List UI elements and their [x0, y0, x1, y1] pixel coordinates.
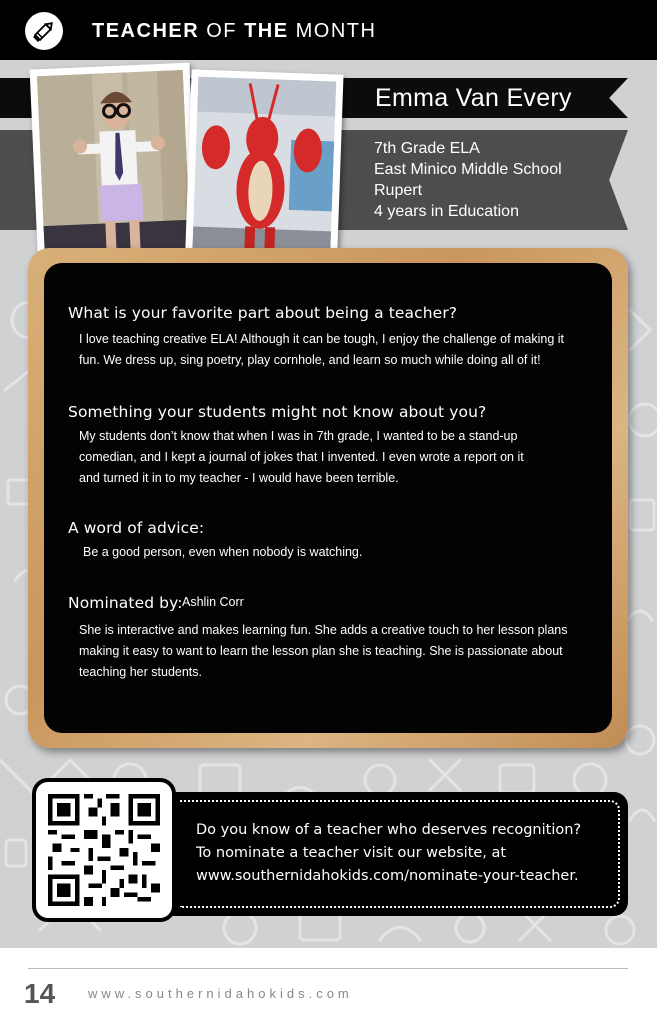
- page-header: [0, 0, 657, 60]
- nominated-by-label: Nominated by:: [68, 594, 183, 612]
- page-title: TEACHER OF THE MONTH: [92, 20, 377, 42]
- cta-website-link[interactable]: www.southernidahokids.com/nominate-your-teacher.: [196, 868, 579, 884]
- question-2: Something your students might not know about you?: [68, 403, 487, 421]
- teacher-photo: [30, 63, 199, 275]
- teacher-years: 4 years in Education: [374, 203, 519, 220]
- footer-website: www.southernidahokids.com: [88, 986, 353, 1001]
- cta-line-1: Do you know of a teacher who deserves recognition?: [196, 822, 582, 838]
- qr-code[interactable]: [32, 778, 176, 922]
- pencil-icon: [25, 12, 63, 50]
- answer-2-line-3: and turned it in to my teacher - I would have been terrible.: [79, 471, 399, 485]
- nominator-name: Ashlin Corr: [182, 595, 244, 609]
- question-1: What is your favorite part about being a teacher?: [68, 304, 458, 322]
- nomination-line-2: making it easy to want to learn the lesson plan she is teaching. She is passionate about: [79, 644, 563, 658]
- qr-code-icon: [48, 794, 160, 906]
- answer-2-line-2: comedian, and I kept a journal of jokes that I invented. I even wrote a report on it: [79, 450, 524, 464]
- cta-line-2: To nominate a teacher visit our website, at: [196, 845, 507, 861]
- page-number: 14: [24, 978, 56, 1009]
- nomination-line-3: teaching her students.: [79, 665, 202, 679]
- answer-2-line-1: My students don’t know that when I was in 7th grade, I wanted to be a stand-up: [79, 429, 518, 443]
- answer-3-line-1: Be a good person, even when nobody is watching.: [83, 545, 363, 559]
- answer-1-line-1: I love teaching creative ELA! Although it can be tough, I enjoy the challenge of making it: [79, 332, 565, 346]
- question-3: A word of advice:: [68, 519, 205, 537]
- teacher-city: Rupert: [374, 182, 423, 199]
- teacher-school: East Minico Middle School: [374, 161, 562, 178]
- teacher-name: Emma Van Every: [375, 84, 572, 112]
- nomination-line-1: She is interactive and makes learning fun. She adds a creative touch to her lesson plans: [79, 623, 568, 637]
- teacher-grade: 7th Grade ELA: [374, 140, 480, 157]
- footer-divider: [28, 968, 628, 969]
- answer-1-line-2: fun. We dress up, sing poetry, play cornhole, and learn so much while doing all of it!: [79, 353, 541, 367]
